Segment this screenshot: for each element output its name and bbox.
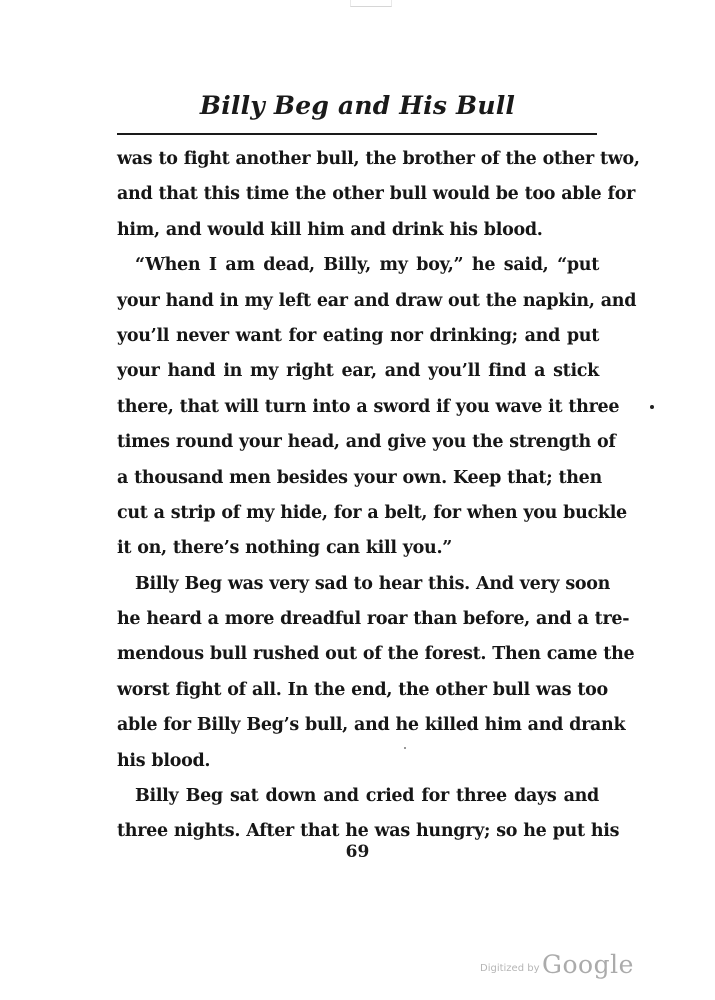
text-line: you’ll never want for eating nor drinking; and put [117,325,599,346]
text-line: three nights. After that he was hungry; so he put his [117,821,620,842]
head-rule [117,133,597,135]
scan-speck [404,747,406,749]
text-line: him, and would kill him and drink his blood. [117,219,543,240]
text-line: it on, there’s nothing can kill you.” [117,538,453,559]
text-line: was to fight another bull, the brother of the other two, [117,149,640,169]
scan-edge-mark [350,0,392,7]
google-logo: Google [542,950,634,979]
text-line: a thousand men besides your own. Keep that; then [117,467,602,488]
text-line: Billy Beg sat down and cried for three days and [135,786,599,807]
page-number: 69 [345,842,370,862]
text-line: his blood. [117,750,211,771]
watermark-prefix: Digitized by [480,963,540,974]
text-line: Billy Beg was very sad to hear this. And very soon [135,573,611,594]
text-line: mendous bull rushed out of the forest. Then came the [117,644,635,665]
running-head: Billy Beg and His Bull [199,91,516,120]
text-line: your hand in my left ear and draw out the napkin, and [117,290,637,311]
text-line: he heard a more dreadful roar than before, and a tre- [117,609,630,630]
text-line: able for Billy Beg’s bull, and he killed him and drank [117,715,626,736]
text-line: your hand in my right ear, and you’ll find a stick [117,361,599,382]
digitized-watermark [480,950,640,990]
scan-speck [650,405,654,409]
text-line: and that this time the other bull would be too able for [117,184,635,205]
body-text [117,142,640,850]
text-line: times round your head, and give you the strength of [117,432,616,453]
text-line: “When I am dead, Billy, my boy,” he said, “put [135,255,599,276]
text-line: there, that will turn into a sword if you wave it three [117,396,620,417]
text-line: cut a strip of my hide, for a belt, for when you buckle [117,502,627,523]
text-line: worst fight of all. In the end, the other bull was too [117,679,608,700]
